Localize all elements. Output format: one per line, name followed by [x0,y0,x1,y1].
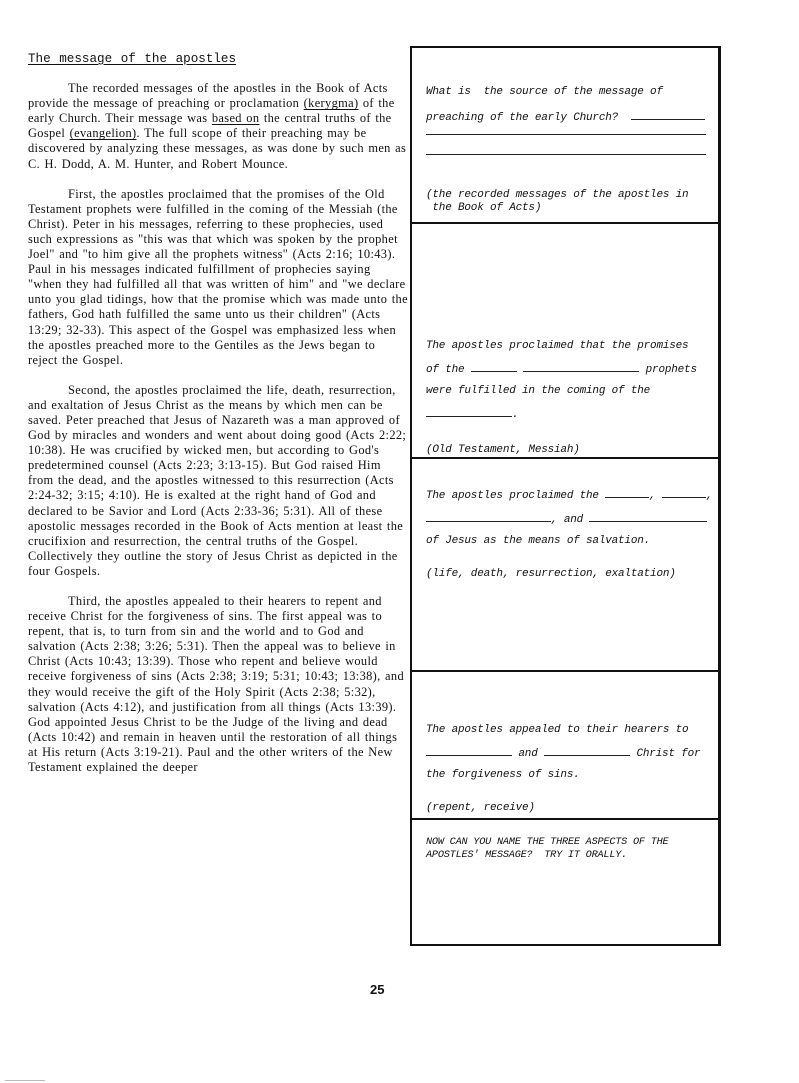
answer-blank[interactable] [426,511,551,522]
term-kerygma: (kerygma) [303,96,359,111]
review-prompt-line: APOSTLES' MESSAGE? TRY IT ORALLY. [426,850,628,861]
answer-key: (repent, receive) [426,802,535,814]
review-prompt-line: NOW CAN YOU NAME THE THREE ASPECTS OF THE [426,837,669,848]
question-text: of the [426,364,465,376]
text-run: of the early Church. Their message was [28,96,395,126]
question-line [426,361,706,377]
answer-blank[interactable] [631,109,705,120]
first-aspect-paragraph: First, the apostles proclaimed that the promises of the Old Testament prophets were fulfilled in the coming of the Messiah (the Christ). Peter in his messages, referring to these prophecies, used such expressions as "this was that which was spoken by the prophet Joel" and "to him give all the prophets witness" (Acts 2:16; 10:43). Paul in his messages indicated fulfillment of prophecies saying "when they had fulfilled all that was written of him" and "we declare unto you glad tidings, how that the promise which was made unto the fathers, God hath fulfilled the same unto us their children" (Acts 13:29; 32-33). This aspect of the Gospel was emphasized less when the apostles preached more to the Gentiles as the Jews began to reject the Gospel. [28,186,408,367]
text-run: the central truths of the Gospel [28,111,392,141]
question-line: the forgiveness of sins. [426,769,580,781]
question-text: and [563,514,584,526]
third-aspect-paragraph: Third, the apostles appealed to their hearers to repent and receive Christ for the forgiveness of sins. The first appeal was to repent, that is, to turn from sin and the world and to God and salvation (Acts 2:38; 3:26; 5:31). Then the appeal was to believe in Christ (Acts 10:43; 13:39). Those who repent and believe would receive forgiveness of sins (Acts 2:38; 3:19; 5:31; 10:43; 13:38), and they would receive the gift of the Holy Spirit (Acts 2:38; 5:32), salvation (Acts 4:12), and justification from all things (Acts 13:39). God appointed Jesus Christ to be the Judge of the living and dead (Acts 10:42) and remain in heaven until the restoration of all things at His return (Acts 3:19-21). Paul and the other writers of the New Testament explained the deeper [28,594,404,775]
frame-prophecy-question [412,224,718,459]
question-line: The apostles appealed to their hearers to [426,724,689,736]
answer-blank[interactable] [523,361,639,372]
question-text: Christ for [636,748,701,760]
question-line: The apostles proclaimed that the promises [426,340,689,352]
question-line [426,745,706,761]
answer-blank[interactable] [426,406,512,417]
answer-blank[interactable] [605,487,649,498]
answer-blank[interactable] [544,745,630,756]
question-line: . [426,406,706,422]
frame-repentance-question [412,672,718,820]
question-text: The apostles proclaimed the [426,490,599,502]
question-line: of Jesus as the means of salvation. [426,535,651,547]
answer-key: (Old Testament, Messiah) [426,444,580,456]
question-line: What is the source of the message of [426,86,663,98]
frame-review-prompt [412,820,718,946]
question-text: prophets [645,364,697,376]
page-number: 25 [370,982,385,997]
question-text: preaching of the early Church? [426,112,619,124]
question-text: and [518,748,538,760]
question-line [426,109,706,125]
underlined-phrase: based on [211,111,260,126]
answer-key: (the recorded messages of the apostles in [426,189,689,201]
intro-paragraph [28,81,408,172]
question-line: , and [426,511,706,527]
term-evangelion: (evangelion) [69,126,137,141]
second-aspect-paragraph: Second, the apostles proclaimed the life, death, resurrection, and exaltation of Jesus Christ as the means by which men can be saved. Peter preached that Jesus of Nazareth was a man approved of God by miracles and wonders and went about doing good (Acts 2:22; 10:38). He was crucified by wicked men, but according to God's predetermined counsel (Acts 2:23; 3:13-15). But God raised Him from the dead, and the apostles witnessed to this resurrection (Acts 2:24-32; 3:15; 4:10). He is exalted at the right hand of God and declared to be Savior and Lord (Acts 2:33-36; 5:31). All of these apostolic messages recorded in the Book of Acts mention at least the crucifixion and resurrection, the central truths of the Gospel. Collectively they outline the story of Jesus Christ as depicted in the four Gospels. [28,382,407,578]
main-text-column [28,52,408,790]
answer-blank[interactable] [426,745,512,756]
scan-artifact-line [5,1080,45,1081]
question-line: were fulfilled in the coming of the [426,385,651,397]
answer-key: (life, death, resurrection, exaltation) [426,568,676,580]
answer-key: the Book of Acts) [426,202,542,214]
workbook-frame [410,46,721,946]
frame-source-question [412,48,718,224]
question-line: The apostles proclaimed the , , [426,487,706,503]
answer-blank[interactable] [589,511,707,522]
answer-blank[interactable] [471,361,517,372]
text-run: The recorded messages of the apostles in the Book of Acts provide the message of preaching or proclamation [28,81,388,111]
answer-blank[interactable] [662,487,706,498]
section-title: The message of the apostles [28,52,237,66]
frame-salvation-question [412,459,718,672]
text-run: . The full scope of their preaching may be discovered by analyzing these messages, as was done by such men as C. H. Dodd, A. M. Hunter, and Robert Mounce. [28,126,407,171]
